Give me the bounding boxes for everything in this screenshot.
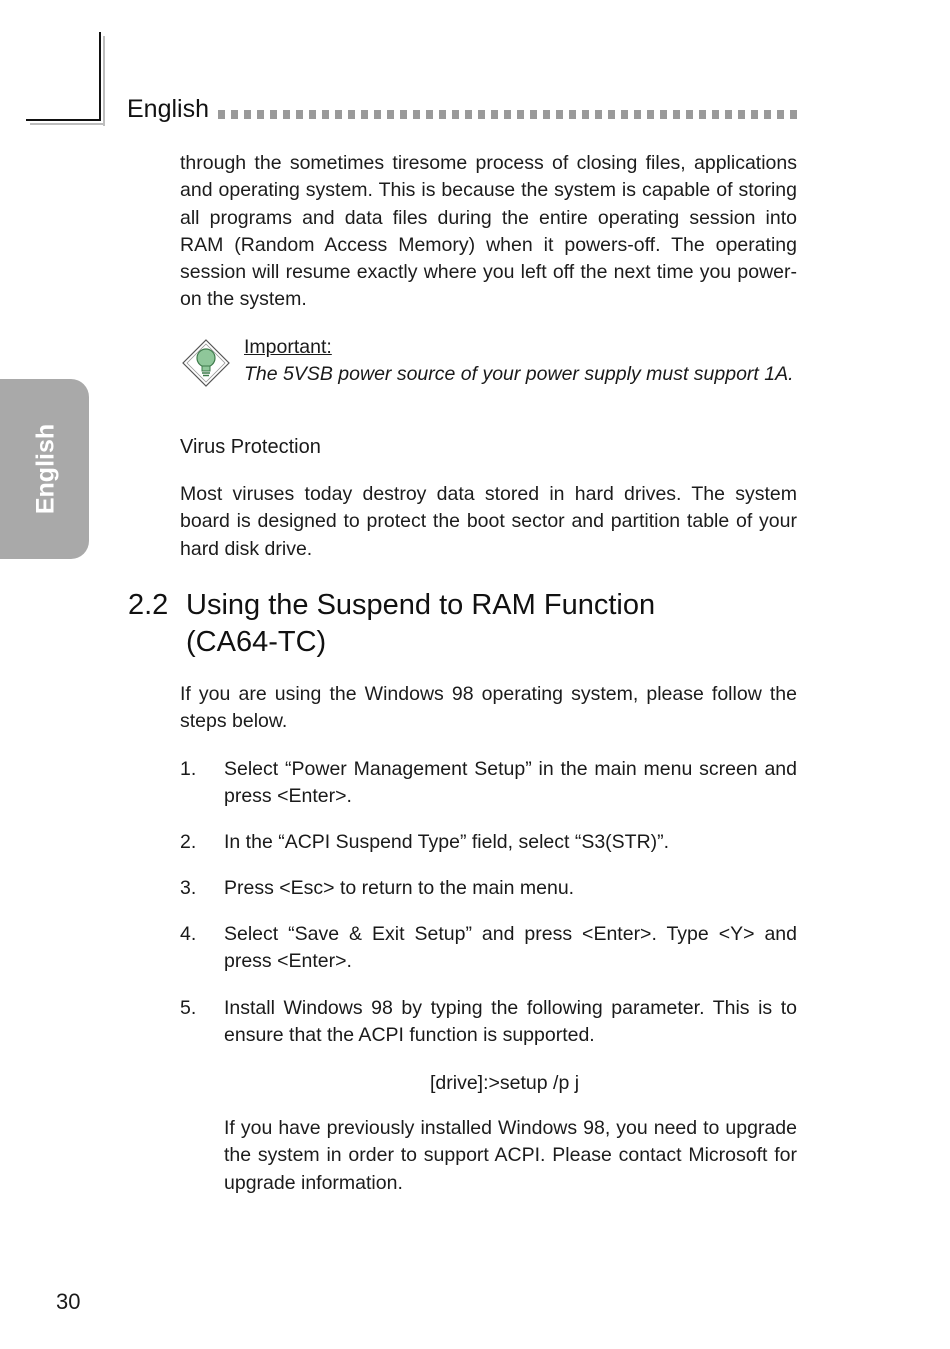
section-number: 2.2 xyxy=(128,589,169,621)
step-number: 4. xyxy=(180,923,197,945)
section-intro: If you are using the Windows 98 operating system, please follow the steps below. xyxy=(180,683,797,733)
step-number: 1. xyxy=(180,758,197,780)
step-text: Press <Esc> to return to the main menu. xyxy=(224,877,575,899)
step-text: Select “Save & Exit Setup” and press <Enter>. Type <Y> and press <Enter>. xyxy=(224,923,797,973)
step-text: In the “ACPI Suspend Type” field, select “S3(STR)”. xyxy=(224,831,670,853)
corner-mark-shadow-vertical xyxy=(103,36,105,126)
setup-command: [drive]:>setup /p j xyxy=(430,1072,580,1094)
header-language-label: English xyxy=(127,95,209,123)
corner-mark-vertical xyxy=(99,32,101,120)
section-title-line1: Using the Suspend to RAM Function xyxy=(186,589,656,621)
page-number: 30 xyxy=(56,1289,81,1314)
step-number: 3. xyxy=(180,877,197,899)
header-dotted-rule xyxy=(218,110,798,119)
upgrade-note: If you have previously installed Windows 98, you need to upgrade the system in order to support ACPI. Please contact Microsoft for upgrade information. xyxy=(224,1117,797,1194)
note-title: Important: xyxy=(244,336,332,358)
intro-paragraph: through the sometimes tiresome process of closing files, applications and operating system. This is because the system is capable of storing all programs and data files during the entire operating session into RAM (Random Access Memory) when it powers-off. The operating session will resume exactly where you left off the next time you power-on the system. xyxy=(180,152,797,311)
corner-mark-shadow-horizontal xyxy=(30,123,105,125)
note-text: The 5VSB power source of your power supply must support 1A. xyxy=(244,363,794,385)
lightbulb-icon xyxy=(181,338,231,388)
virus-protection-text: Most viruses today destroy data stored in hard drives. The system board is designed to protect the boot sector and partition table of your hard disk drive. xyxy=(180,483,797,560)
step-number: 5. xyxy=(180,997,197,1019)
virus-protection-heading: Virus Protection xyxy=(180,436,321,458)
step-text: Install Windows 98 by typing the following parameter. This is to ensure that the ACPI function is supported. xyxy=(224,997,797,1047)
section-title-line2: (CA64-TC) xyxy=(186,626,327,658)
step-number: 2. xyxy=(180,831,197,853)
side-tab-label: English xyxy=(31,423,60,515)
corner-mark-horizontal xyxy=(26,119,101,121)
step-text: Select “Power Management Setup” in the main menu screen and press <Enter>. xyxy=(224,758,797,808)
